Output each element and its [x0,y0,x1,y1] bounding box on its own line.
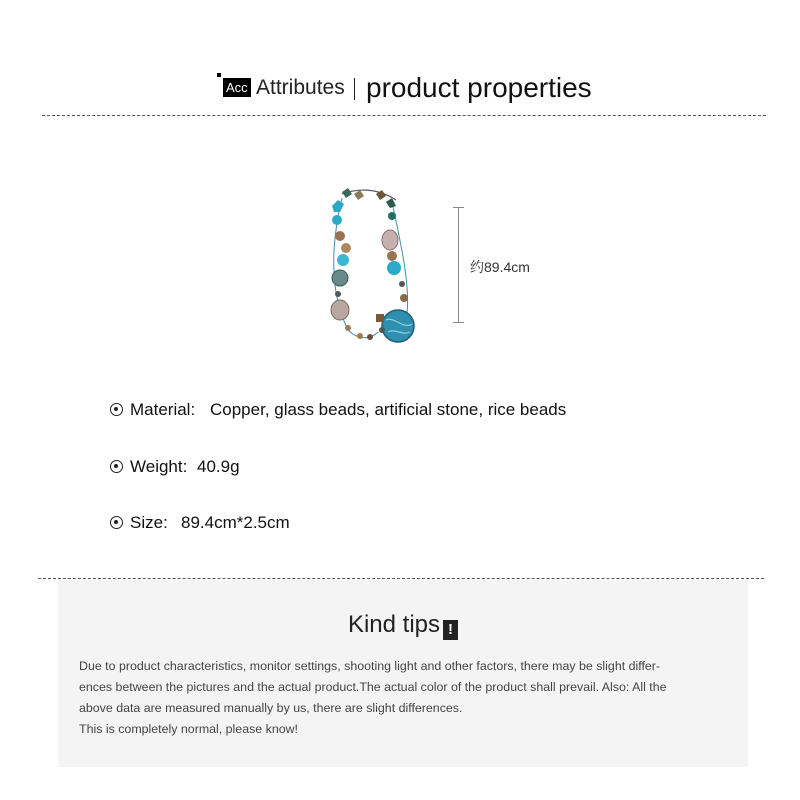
bead-striped [332,270,348,286]
bead-small [367,334,373,340]
tips-line: ences between the pictures and the actual product.The actual color of the product shall prevail. Also: All the [79,680,667,694]
bullet-icon [110,403,123,416]
section-header [0,70,800,110]
kind-tips-panel [58,580,748,767]
property-value: Copper, glass beads, artificial stone, rice beads [210,400,567,419]
necklace-image [318,180,426,350]
bead-glass [331,300,349,320]
bead-turquoise [332,215,342,225]
divider-top [42,115,766,116]
tips-line: above data are measured manually by us, there are slight differences. [79,701,463,715]
bead-cube [376,314,384,322]
bead-small [388,212,396,220]
bead-glass [382,230,398,250]
kind-tips-title [58,610,748,640]
page-title: product properties [366,72,592,103]
dimension-line [458,207,459,323]
bead-chip [332,200,344,212]
dimension-cap-bottom [453,322,464,323]
header-badge: Acc [223,78,251,97]
bullet-icon [110,460,123,473]
bead-small [335,291,341,297]
bead-bronze [400,294,408,302]
bead-small [379,327,385,333]
bead-small [357,333,363,339]
property-label: Size: [130,513,168,532]
tips-line: Due to product characteristics, monitor settings, shooting light and other factors, there may be slight differ- [79,659,661,673]
dimension-label: 约89.4cm [470,259,530,275]
header-subtitle: Attributes [256,76,345,99]
bead-disc-turquoise [382,310,414,342]
header-dot-icon [217,73,221,77]
exclamation-icon: ! [443,620,458,640]
property-value: 40.9g [197,457,240,476]
bead-chip [342,188,352,198]
bead-bronze [341,243,351,253]
bead-chip [354,190,364,200]
bullet-icon [110,516,123,529]
property-label: Weight: [130,457,188,476]
property-label: Material: [130,400,196,419]
divider-middle [38,578,764,579]
header-separator [354,78,355,100]
property-value: 89.4cm*2.5cm [181,513,290,532]
bead-turquoise [387,261,401,275]
bead-bronze [387,251,397,261]
tips-line: This is completely normal, please know! [79,722,298,736]
bead-small [345,325,351,331]
kind-tips-body [79,656,735,740]
kind-tips-heading: Kind tips [347,611,441,638]
bead-small [399,281,405,287]
bead-bronze [335,231,345,241]
bead-turquoise [337,254,349,266]
